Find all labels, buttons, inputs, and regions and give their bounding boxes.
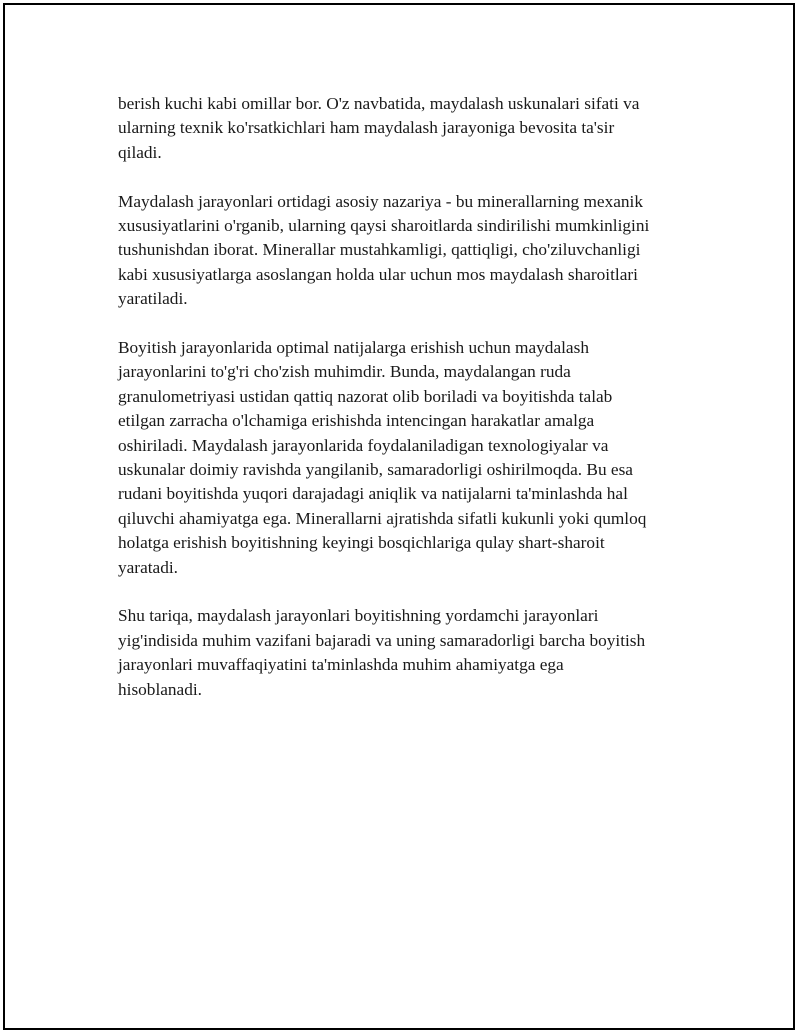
paragraph-2: Maydalash jarayonlari ortidagi asosiy nazariya - bu minerallarning mexanik xususiyatlarini o'rganib, ularning qaysi sharoitlarda sindirilishi mumkinligini tushunishdan iborat. Minerallar mustahkamligi, qattiqligi, cho'ziluvchanligi kabi xususiyatlarga asoslangan holda ular uchun mos maydalash sharoitlari yaratiladi. <box>118 191 650 309</box>
paragraph-4: Shu tariqa, maydalash jarayonlari boyitishning yordamchi jarayonlari yig'indisida muhim vazifani bajaradi va uning samaradorligi barcha boyitish jarayonlari muvaffaqiyatini ta'minlashda muhim ahamiyatga ega hisoblanadi. <box>118 606 646 699</box>
paragraph-3: Boyitish jarayonlarida optimal natijalarga erishish uchun maydalash jarayonlarini to'g'ri cho'zish muhimdir. Bunda, maydalangan ruda granulometriyasi ustidan qattiq nazorat olib boriladi va boyitishda talab etilgan zarracha o'lchamiga erishishda intencingan harakatlar amalga oshiriladi. Maydalash jarayonlarida foydalaniladigan texnologiyalar va uskunalar doimiy ravishda yangilanib, samaradorligi oshirilmoqda. Bu esa rudani boyitishda yuqori darajadagi aniqlik va natijalarni ta'minlashda hal qiluvchi ahamiyatga ega. Minerallarni ajratishda sifatli kukunli yoki qumloq holatga erishish boyitishning keyingi bosqichlariga qulay shart-sharoit yaratadi. <box>118 338 647 577</box>
document-body <box>118 92 698 727</box>
paragraph-1: berish kuchi kabi omillar bor. O'z navbatida, maydalash uskunalari sifati va ularning texnik ko'rsatkichlari ham maydalash jarayoniga bevosita ta'sir qiladi. <box>118 94 640 162</box>
